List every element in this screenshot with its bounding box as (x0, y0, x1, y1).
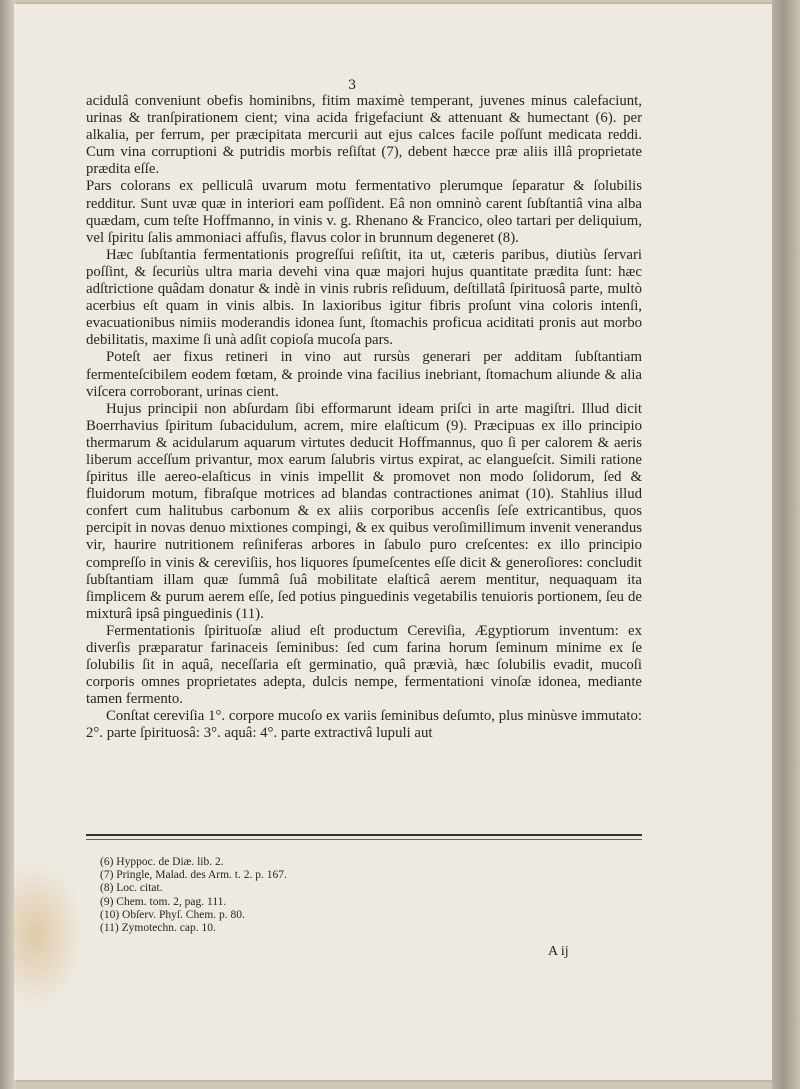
paragraph: Poteſt aer fixus retineri in vino aut rursùs generari per additam ſubſtantiam fermenteſcibilem eodem fœtam, & proinde vina facilius inebriant, ſtomachum aliunde & alia viſcera corroborant, urinas cient. (86, 349, 642, 400)
footnote: (7) Pringle, Malad. des Arm. t. 2. p. 167. (100, 869, 287, 882)
footnote-rule-thin (86, 839, 642, 840)
footnote: (8) Loc. citat. (100, 882, 163, 895)
page-edges (772, 0, 800, 1089)
body-text (86, 93, 642, 743)
page-number: 3 (348, 78, 357, 93)
paragraph: acidulâ conveniunt obefis hominibns, fitim maximè temperant, juvenes minus calefaciunt, urinas & tranſpirationem cient; vina acida frigefaciunt & attenuant & humectant (6). per alkalia, per ferrum, per præcipitata mercurii aut ejus calces facile poſſunt medicata reddi. Cum vina corruptioni & putridis morbis reſiſtat (7), debent hæcce præ aliis illâ proprietate prædita eſſe. (86, 93, 642, 178)
footnote: (11) Zymotechn. cap. 10. (100, 922, 216, 935)
footnote-rule (86, 834, 642, 836)
paragraph: Pars colorans ex pelliculâ uvarum motu fermentativo plerumque ſeparatur & ſolubilis redditur. Sunt uvæ quæ in interiori eam poſſident. Eâ non omninò carent ſubſtantiâ vina alba quædam, cum teſte Hoffmanno, in vinis v. g. Rhenano & Francico, oleo tartari per deliquium, vel ſpiritu ſalis ammoniaci affuſis, flavus color in brunnum degeneret (8). (86, 178, 642, 246)
footnotes (100, 856, 500, 935)
footnote: (10) Obſerv. Phyſ. Chem. p. 80. (100, 908, 245, 921)
paper-stain (14, 860, 84, 1010)
paragraph: Hæc ſubſtantia fermentationis progreſſui reſiſtit, ita ut, cæteris paribus, diutiùs ſervari poſſint, & ſecuriùs ultra maria devehi vina quæ majori hujus quantitate prædita ſunt: hæc adſtrictione quâdam donatur & indè in vinis rubris reſiduum, deſtillatâ ſpirituosâ parte, multò acerbius eſt quam in vinis albis. In laxioribus igitur fibris proſunt vina coloris intenſi, evacuationibus nimiis moderandis idonea ſunt, ſtomachis proficua aciditati pronis aut morbo debilitatis, maxime ſi unà adſit copioſa mucoſa pars. (86, 246, 642, 349)
paragraph: Fermentationis ſpirituoſæ aliud eſt productum Cereviſia, Ægyptiorum inventum: ex diverſis præparatur farinaceis ſeminibus: ſed cum farina horum ſeminum minime ex ſe ſolubilis ſit in aquâ, neceſſaria eſt germinatio, quâ prævià, hæc ſolubilis evadit, mucoſi corporis omnes proprietates adepta, dulcis nempe, fermentationi vinoſæ idonea, mediante tamen fermento. (86, 622, 642, 708)
footnote: (6) Hyppoc. de Diæ. lib. 2. (100, 856, 224, 868)
signature-mark: A ij (548, 944, 569, 959)
paragraph: Conſtat cereviſia 1°. corpore mucoſo ex variis ſeminibus deſumto, plus minùsve immutato: 2°. parte ſpirituosâ: 3°. aquâ: 4°. parte extractivâ lupuli aut (86, 708, 642, 742)
footnote: (9) Chem. tom. 2, pag. 111. (100, 895, 227, 908)
paragraph: Hujus principii non abſurdam ſibi efformarunt ideam priſci in arte magiſtri. Illud dicit Boerrhavius ſpiritum ſubacidulum, acrem, mire elaſticum (9). Præcipuas ex illo principio thermarum & acidularum aquarum virtutes deducit Hoffmannus, quo ſi per calorem & aeris liberum acceſſum privantur, mox earum ſalubris virtus expirat, ac elangueſcit. Simili ratione ſpiritus ille aereo-elaſticus in vinis impellit & promovet non modo ſolidorum, ſed & fluidorum motum, fibraſque motrices ad blandas contractiones animat (10). Stahlius illud confert cum halitubus carbonum & ex aliis corporibus accenſis ſeſe extricantibus, quos percipit in novas denuo mixtiones compingi, & ex quibus veroſimillimum invenit venerandus vir, haurire nutritionem reſiniferas arbores in ſabulo puro creſcentes: ex illo principio compreſſo in vinis & cereviſiis, hos liquores ſpumeſcentes eſſe dicit & generoſiores: concludit ſubſtantiam illam quæ ſummâ ſuâ mobilitate elaſticâ aerem mentitur, nequaquam ita ſimplicem & purum aerem eſſe, ſed potius pinguedinis vegetabilis tenuioris portionem, ſeu de mixturâ ipsâ pinguedinis (11). (86, 400, 642, 622)
